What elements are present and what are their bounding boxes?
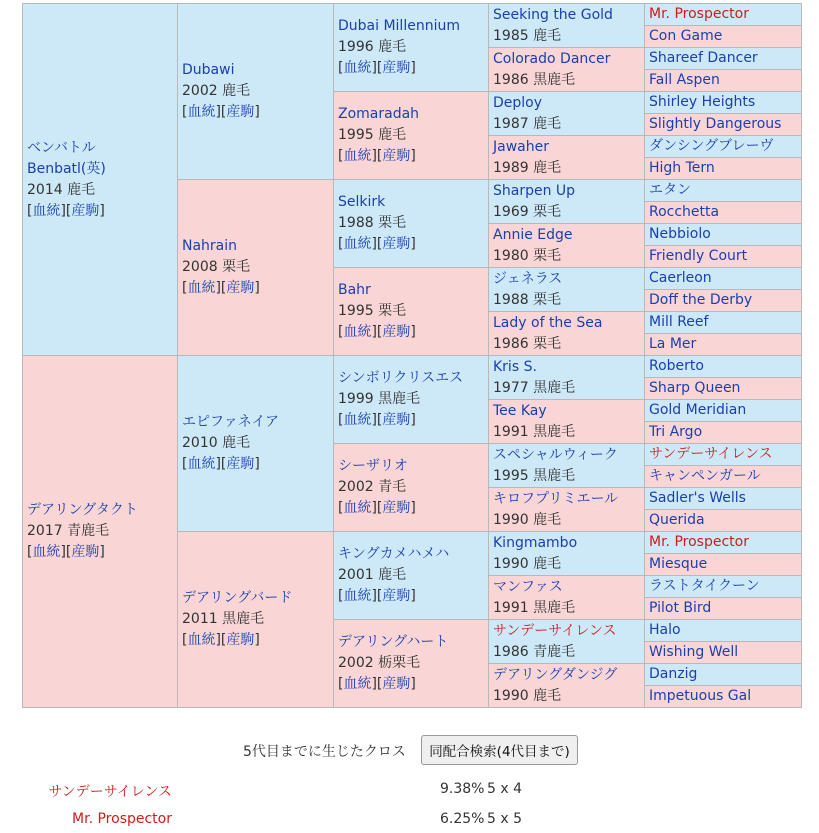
pedigree-cell-g5 [645,290,802,312]
pedigree-cell-g4 [489,664,645,708]
horse-birth-color: 2008 栗毛 [182,259,251,275]
horse-name-link[interactable]: Sharp Queen [649,380,741,396]
pedigree-cell-g5 [645,642,802,664]
horse-birth-color: 1988 栗毛 [493,291,562,308]
cross-horse-link[interactable]: サンデーサイレンス [48,784,172,800]
horse-links: [血統][産駒] [338,236,416,252]
pedigree-cell-g5 [645,26,802,48]
progeny-link[interactable]: 産駒 [382,500,411,516]
horse-name-link[interactable]: Jawaher [493,138,549,155]
horse-birth-color: 1986 栗毛 [493,335,562,352]
horse-birth-color: 1977 黒鹿毛 [493,379,576,396]
pedigree-cell-g5 [645,620,802,642]
progeny-link[interactable]: 産駒 [382,324,411,340]
horse-name-link[interactable]: Wishing Well [649,644,739,660]
horse-name-link[interactable]: デアリングダンジグ [493,666,618,683]
horse-name-link[interactable]: Doff the Derby [649,292,753,308]
pedigree-cell-g4 [489,224,645,268]
horse-name-link[interactable]: シンボリクリスエス [338,370,464,386]
horse-links: [血統][産駒] [182,632,260,648]
pedigree-table [22,3,802,708]
horse-name-link[interactable]: Slightly Dangerous [649,116,782,132]
horse-name-link[interactable]: エタン [649,182,691,198]
horse-birth-color: 2002 栃栗毛 [338,655,421,671]
cross-percent: 9.38% [440,781,485,797]
horse-birth-color: 1990 鹿毛 [493,555,562,572]
blood-link[interactable]: 血統 [343,60,372,76]
progeny-link[interactable]: 産駒 [71,202,100,219]
horse-name-link[interactable]: Mr. Prospector [649,6,749,22]
horse-name-link[interactable]: キングカメハメハ [338,546,450,562]
horse-links: [血統][産駒] [338,60,416,76]
horse-name-link[interactable]: エピファネイア [182,414,280,430]
progeny-link[interactable]: 産駒 [382,148,411,164]
progeny-link[interactable]: 産駒 [382,60,411,76]
horse-name-link[interactable]: Mr. Prospector [649,534,749,550]
horse-name-link[interactable]: Tri Argo [649,424,703,440]
blood-link[interactable]: 血統 [32,544,61,560]
pedigree-cell-g4 [489,4,645,48]
horse-name-link[interactable]: ベンバトル [27,139,96,156]
horse-birth-color: 1991 黒鹿毛 [493,599,576,616]
blood-link[interactable]: 血統 [32,202,61,219]
horse-name-link[interactable]: Kingmambo [493,534,578,551]
horse-name-link[interactable]: Roberto [649,358,704,374]
cross-row [0,811,560,831]
pedigree-cell-g4 [489,532,645,576]
pedigree-cell-g5 [645,224,802,246]
pedigree-cell-g3 [334,92,489,180]
pedigree-cell-g4 [489,312,645,356]
horse-birth-color: 1990 鹿毛 [493,511,562,528]
pedigree-cell-g4 [489,268,645,312]
horse-name-link[interactable]: Seeking the Gold [493,6,613,23]
horse-links: [血統][産駒] [338,676,416,692]
horse-name-link[interactable]: サンデーサイレンス [493,622,617,639]
horse-name-link[interactable]: Dubai Millennium [338,18,460,34]
horse-birth-color: 1989 鹿毛 [493,159,562,176]
horse-birth-color: 1969 栗毛 [493,203,562,220]
blood-link[interactable]: 血統 [343,148,372,164]
horse-name-link[interactable]: Querida [649,512,705,528]
pedigree-cell-g4 [489,444,645,488]
pedigree-cell-g3 [334,356,489,444]
horse-links: [血統][産駒] [27,544,105,560]
horse-name-link[interactable]: シーザリオ [338,458,408,474]
pedigree-cell-g5 [645,444,802,466]
horse-birth-color: 2001 鹿毛 [338,567,407,583]
horse-birth-color: 2014 鹿毛 [27,181,96,198]
horse-name-link[interactable]: Fall Aspen [649,72,720,88]
horse-name-link[interactable]: デアリングタクト [27,502,138,518]
pedigree-cell-g4 [489,92,645,136]
horse-name-link[interactable]: デアリングバード [182,590,293,606]
pedigree-cell-g5 [645,158,802,180]
pedigree-cell-g5 [645,422,802,444]
pedigree-cell-g4 [489,488,645,532]
pedigree-cell-g2 [178,180,334,356]
pedigree-cell-g4 [489,180,645,224]
horse-name-link[interactable]: Mill Reef [649,314,709,330]
horse-name-link[interactable]: Shirley Heights [649,94,756,110]
pedigree-cell-g1 [23,356,178,708]
horse-birth-color: 2002 青毛 [338,479,407,495]
pedigree-cell-g5 [645,686,802,708]
horse-name-link[interactable]: マンファス [493,578,563,595]
horse-birth-color: 1999 黒鹿毛 [338,391,421,407]
pedigree-cell-g5 [645,114,802,136]
pedigree-cell-g1 [23,4,178,356]
pedigree-cell-g5 [645,180,802,202]
horse-birth-color: 2010 鹿毛 [182,435,251,451]
horse-links: [血統][産駒] [182,456,260,472]
pedigree-cell-g5 [645,356,802,378]
blood-link[interactable]: 血統 [187,632,216,648]
blood-link[interactable]: 血統 [343,324,372,340]
horse-birth-color: 1990 鹿毛 [493,687,562,704]
blood-link[interactable]: 血統 [187,456,216,472]
pedigree-cell-g5 [645,70,802,92]
pedigree-cell-g4 [489,356,645,400]
horse-links: [血統][産駒] [338,324,416,340]
horse-birth-color: 1980 栗毛 [493,247,562,264]
pedigree-cell-g5 [645,664,802,686]
pedigree-cell-g3 [334,620,489,708]
pedigree-cell-g5 [645,334,802,356]
progeny-link[interactable]: 産駒 [71,544,100,560]
cross-label: 5代目までに生じたクロス [243,744,406,760]
pedigree-cell-g4 [489,48,645,92]
horse-name-link[interactable]: Sadler's Wells [649,490,746,506]
horse-name-link[interactable]: Dubawi [182,62,235,78]
progeny-link[interactable]: 産駒 [382,412,411,428]
horse-name-link[interactable]: La Mer [649,336,697,352]
pedigree-cell-g5 [645,598,802,620]
horse-birth-color: 1988 栗毛 [338,215,407,231]
blood-link[interactable]: 血統 [187,104,216,120]
horse-birth-color: 1995 黒鹿毛 [493,467,576,484]
cross-row [0,781,560,801]
pedigree-cell-g5 [645,576,802,598]
horse-birth-color: 1995 栗毛 [338,303,407,319]
horse-name-link[interactable]: Rocchetta [649,204,720,220]
progeny-link[interactable]: 産駒 [226,456,255,472]
cross-horse-link[interactable]: Mr. Prospector [72,811,172,827]
blood-link[interactable]: 血統 [187,280,216,296]
horse-name-link[interactable]: Danzig [649,666,698,682]
pedigree-cell-g5 [645,4,802,26]
progeny-link[interactable]: 産駒 [382,236,411,252]
pedigree-cell-g3 [334,180,489,268]
horse-links: [血統][産駒] [338,412,416,428]
horse-name-link[interactable]: Pilot Bird [649,600,712,616]
pedigree-cell-g4 [489,620,645,664]
pedigree-cell-g5 [645,554,802,576]
pedigree-cell-g2 [178,532,334,708]
horse-name-link[interactable]: Gold Meridian [649,402,747,418]
horse-name-link[interactable]: Halo [649,622,681,638]
pedigree-cell-g5 [645,136,802,158]
horse-name-link[interactable]: Lady of the Sea [493,314,603,331]
blood-link[interactable]: 血統 [343,676,372,692]
pedigree-cell-g3 [334,444,489,532]
pedigree-cell-g5 [645,246,802,268]
horse-birth-color: 1991 黒鹿毛 [493,423,576,440]
blood-link[interactable]: 血統 [343,236,372,252]
horse-birth-color: 2011 黒鹿毛 [182,611,265,627]
horse-birth-color: 1995 鹿毛 [338,127,407,143]
horse-name-link[interactable]: Deploy [493,94,543,111]
pedigree-cell-g4 [489,136,645,180]
horse-name-link[interactable]: キロフプリミエール [493,490,619,507]
horse-name-en-link[interactable]: Benbatl(英) [27,160,106,177]
horse-birth-color: 1986 青鹿毛 [493,643,576,660]
cross-generation: 5 x 5 [487,811,522,827]
pedigree-cell-g5 [645,48,802,70]
pedigree-cell-g5 [645,510,802,532]
horse-name-link[interactable]: Zomaradah [338,106,420,122]
horse-name-link[interactable]: Bahr [338,282,371,298]
horse-name-link[interactable]: Con Game [649,28,723,44]
pedigree-cell-g4 [489,400,645,444]
pedigree-cell-g3 [334,268,489,356]
horse-name-link[interactable]: Miesque [649,556,708,572]
horse-name-link[interactable]: Colorado Dancer [493,50,611,67]
horse-name-link[interactable]: Kris S. [493,358,537,375]
horse-name-link[interactable]: Selkirk [338,194,386,210]
pedigree-cell-g5 [645,202,802,224]
progeny-link[interactable]: 産駒 [382,588,411,604]
same-breeding-search-button[interactable]: 同配合検索(4代目まで) [421,735,578,765]
horse-links: [血統][産駒] [338,500,416,516]
horse-name-link[interactable]: サンデーサイレンス [649,446,773,462]
progeny-link[interactable]: 産駒 [382,676,411,692]
horse-name-link[interactable]: Shareef Dancer [649,50,758,66]
horse-birth-color: 2002 鹿毛 [182,83,251,99]
blood-link[interactable]: 血統 [343,500,372,516]
pedigree-cell-g5 [645,466,802,488]
pedigree-cell-g5 [645,378,802,400]
horse-birth-color: 1985 鹿毛 [493,27,562,44]
horse-name-link[interactable]: Nebbiolo [649,226,711,242]
horse-name-link[interactable]: キャンペンガール [649,468,761,484]
horse-name-link[interactable]: High Tern [649,160,715,176]
horse-links: [血統][産駒] [182,104,260,120]
pedigree-cell-g5 [645,92,802,114]
horse-birth-color: 2017 青鹿毛 [27,523,110,539]
blood-link[interactable]: 血統 [343,588,372,604]
horse-birth-color: 1987 鹿毛 [493,115,562,132]
pedigree-cell-g2 [178,4,334,180]
horse-links: [血統][産駒] [182,280,260,296]
pedigree-cell-g3 [334,532,489,620]
horse-name-link[interactable]: ラストタイクーン [649,578,760,594]
horse-name-link[interactable]: ジェネラス [493,270,563,287]
horse-name-link[interactable]: スペシャルウィーク [493,446,618,463]
progeny-link[interactable]: 産駒 [226,280,255,296]
pedigree-cell-g2 [178,356,334,532]
cross-percent: 6.25% [440,811,485,827]
pedigree-cell-g5 [645,268,802,290]
horse-name-link[interactable]: ダンシングブレーヴ [649,138,774,154]
horse-name-link[interactable]: Sharpen Up [493,182,576,199]
pedigree-cell-g4 [489,576,645,620]
pedigree-cell-g5 [645,532,802,554]
horse-name-link[interactable]: Tee Kay [493,402,547,419]
horse-birth-color: 1986 黒鹿毛 [493,71,576,88]
pedigree-cell-g3 [334,4,489,92]
horse-name-link[interactable]: Impetuous Gal [649,688,752,704]
pedigree-cell-g5 [645,488,802,510]
horse-links: [血統][産駒] [338,588,416,604]
progeny-link[interactable]: 産駒 [226,104,255,120]
horse-name-link[interactable]: Nahrain [182,238,238,254]
horse-name-link[interactable]: Annie Edge [493,226,573,243]
blood-link[interactable]: 血統 [343,412,372,428]
horse-links: [血統][産駒] [27,202,105,219]
pedigree-cell-g5 [645,312,802,334]
horse-name-link[interactable]: Friendly Court [649,248,748,264]
cross-section [243,735,583,765]
pedigree-cell-g5 [645,400,802,422]
horse-name-link[interactable]: デアリングハート [338,634,449,650]
progeny-link[interactable]: 産駒 [226,632,255,648]
horse-name-link[interactable]: Caerleon [649,270,712,286]
horse-birth-color: 1996 鹿毛 [338,39,407,55]
horse-links: [血統][産駒] [338,148,416,164]
cross-generation: 5 x 4 [487,781,522,797]
